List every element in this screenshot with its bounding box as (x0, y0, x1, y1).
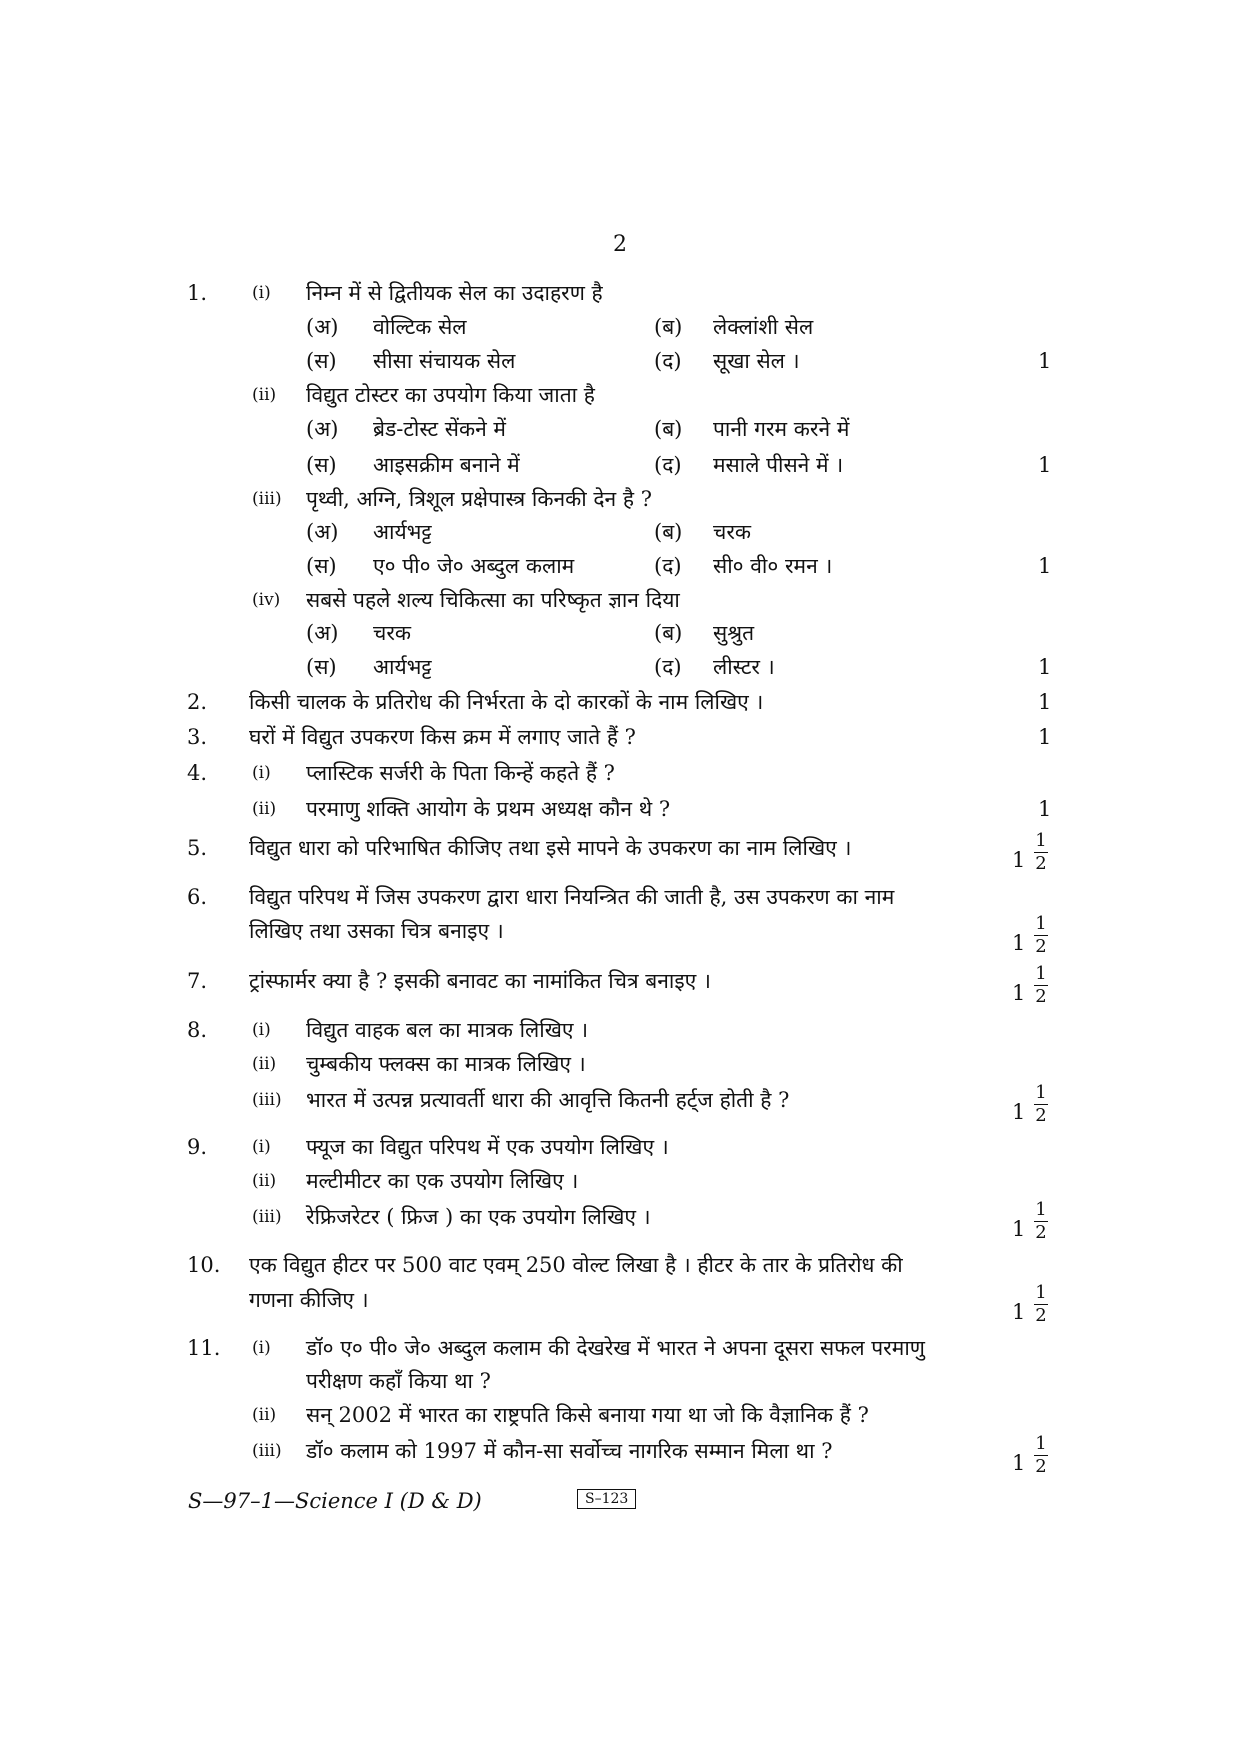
question-11-i-line-1 (0, 1331, 1240, 1365)
question-text: विद्युत परिपथ में जिस उपकरण द्वारा धारा नियन्त्रित की जाती है, उस उपकरण का नाम (249, 885, 895, 909)
sub-label: (iii) (252, 489, 282, 509)
q1-i-options-cd (0, 344, 1240, 378)
question-number: 8. (187, 1018, 208, 1042)
option-label: (द) (654, 453, 682, 477)
fraction-denominator: 2 (1035, 853, 1047, 874)
option-text: लीस्टर । (713, 655, 775, 679)
option-text: पानी गरम करने में (713, 417, 850, 441)
option-text: सीसा संचायक सेल (373, 349, 516, 373)
question-text: लिखिए तथा उसका चित्र बनाइए । (249, 919, 504, 943)
fraction-numerator: 1 (1035, 1433, 1047, 1454)
option-label: (स) (306, 453, 337, 477)
question-text: भारत में उत्पन्न प्रत्यावर्ती धारा की आवृत्ति कितनी हर्ट्ज होती है ? (306, 1088, 790, 1112)
q1-iii-options-cd (0, 549, 1240, 583)
question-text: डॉ० ए० पी० जे० अब्दुल कलाम की देखरेख में भारत ने अपना दूसरा सफल परमाणु (306, 1336, 925, 1360)
sub-label: (iii) (252, 1207, 282, 1227)
marks: 1 (1038, 349, 1052, 373)
sub-label: (ii) (252, 1405, 277, 1425)
q1-ii-stem (0, 378, 1240, 412)
question-text: चुम्बकीय फ्लक्स का मात्रक लिखिए । (306, 1052, 586, 1076)
question-text: एक विद्युत हीटर पर 500 वाट एवम् 250 वोल्ट लिखा है । हीटर के तार के प्रतिरोध की (249, 1253, 903, 1277)
fraction-denominator: 2 (1035, 1305, 1047, 1326)
question-number: 10. (187, 1253, 221, 1277)
question-6-line-1 (0, 880, 1240, 914)
question-number: 6. (187, 885, 208, 909)
option-label: (अ) (306, 417, 339, 441)
sub-label: (i) (252, 283, 271, 303)
question-number: 3. (187, 725, 208, 749)
question-text: किसी चालक के प्रतिरोध की निर्भरता के दो कारकों के नाम लिखिए । (249, 690, 764, 714)
paper-code-box: S–123 (577, 1489, 636, 1509)
footer-paper-code: S—97–1—Science I (D & D) (188, 1489, 482, 1513)
marks-whole: 1 (1012, 848, 1026, 872)
q1-iii-stem (0, 482, 1240, 516)
question-11-iii (0, 1433, 1240, 1477)
fraction-denominator: 2 (1035, 1456, 1047, 1477)
question-text: ट्रांस्फार्मर क्या है ? इसकी बनावट का नामांकित चित्र बनाइए । (249, 969, 711, 993)
option-text: आर्यभट्ट (373, 520, 432, 544)
sub-label: (ii) (252, 385, 277, 405)
question-text: डॉ० कलाम को 1997 में कौन-सा सर्वोच्च नागरिक सम्मान मिला था ? (306, 1439, 833, 1463)
marks: 1 (1038, 655, 1052, 679)
question-3 (0, 720, 1240, 754)
option-text: वोल्टिक सेल (373, 315, 467, 339)
question-11-i-line-2 (0, 1364, 1240, 1398)
question-text: सन् 2002 में भारत का राष्ट्रपति किसे बनाया गया था जो कि वैज्ञानिक हैं ? (306, 1403, 869, 1427)
fraction-numerator: 1 (1035, 1199, 1047, 1220)
fraction-denominator: 2 (1035, 1105, 1047, 1126)
option-text: आइसक्रीम बनाने में (373, 453, 520, 477)
question-text: घरों में विद्युत उपकरण किस क्रम में लगाए जाते हैं ? (249, 725, 636, 749)
question-number: 2. (187, 690, 208, 714)
question-text: रेफ्रिजरेटर ( फ्रिज ) का एक उपयोग लिखिए । (306, 1205, 651, 1229)
option-text: मसाले पीसने में । (713, 453, 844, 477)
question-text: परीक्षण कहाँ किया था ? (306, 1369, 491, 1393)
marks-whole: 1 (1012, 1100, 1026, 1124)
fraction-numerator: 1 (1035, 1282, 1047, 1303)
option-label: (स) (306, 655, 337, 679)
q1-ii-options-ab (0, 412, 1240, 446)
fraction-denominator: 2 (1035, 1222, 1047, 1243)
marks-whole: 1 (1012, 1300, 1026, 1324)
fraction-numerator: 1 (1035, 1082, 1047, 1103)
fraction-denominator: 2 (1035, 986, 1047, 1007)
marks: 1 (1038, 797, 1052, 821)
marks: 1 (1038, 725, 1052, 749)
option-label: (द) (654, 655, 682, 679)
option-text: चरक (373, 621, 412, 645)
option-label: (स) (306, 554, 337, 578)
marks: 1 (1038, 554, 1052, 578)
sub-label: (i) (252, 1338, 271, 1358)
question-9-iii (0, 1199, 1240, 1243)
option-label: (ब) (654, 520, 683, 544)
question-8-i (0, 1013, 1240, 1047)
question-4-i (0, 756, 1240, 790)
page-number: 2 (613, 232, 627, 257)
question-number: 11. (187, 1336, 221, 1360)
q1-iii-options-ab (0, 515, 1240, 549)
question-8-ii (0, 1047, 1240, 1081)
question-text: फ्यूज का विद्युत परिपथ में एक उपयोग लिखिए । (306, 1135, 669, 1159)
question-number: 7. (187, 969, 208, 993)
option-text: ब्रेड-टोस्ट सेंकने में (373, 417, 506, 441)
marks: 1 (1038, 453, 1052, 477)
sub-label: (i) (252, 1137, 271, 1157)
option-label: (द) (654, 554, 682, 578)
option-text: सुश्रुत (713, 621, 755, 645)
sub-label: (ii) (252, 1054, 277, 1074)
sub-label: (i) (252, 1020, 271, 1040)
question-9-i (0, 1130, 1240, 1164)
marks-whole: 1 (1012, 1217, 1026, 1241)
question-9-ii (0, 1164, 1240, 1198)
question-text: परमाणु शक्ति आयोग के प्रथम अध्यक्ष कौन थे ? (306, 797, 671, 821)
question-4-ii (0, 792, 1240, 826)
option-label: (ब) (654, 315, 683, 339)
q1-i-options-ab (0, 310, 1240, 344)
question-text: प्लास्टिक सर्जरी के पिता किन्हें कहते हैं ? (306, 761, 615, 785)
marks-whole: 1 (1012, 931, 1026, 955)
q1-iv-options-cd (0, 650, 1240, 684)
question-11-ii (0, 1398, 1240, 1432)
q1-iv-options-ab (0, 616, 1240, 650)
question-text: गणना कीजिए । (249, 1288, 369, 1312)
question-2 (0, 685, 1240, 719)
option-label: (स) (306, 349, 337, 373)
question-number: 1. (187, 281, 208, 305)
q1-iv-stem (0, 583, 1240, 617)
sub-label: (iii) (252, 1441, 282, 1461)
sub-label: (ii) (252, 1171, 277, 1191)
q1-i-stem (0, 276, 1240, 310)
question-8-iii (0, 1082, 1240, 1126)
option-text: सूखा सेल । (713, 349, 800, 373)
question-text: पृथ्वी, अग्नि, त्रिशूल प्रक्षेपास्त्र किनकी देन है ? (306, 487, 652, 511)
question-text: निम्न में से द्वितीयक सेल का उदाहरण है (306, 281, 603, 305)
option-label: (द) (654, 349, 682, 373)
option-label: (अ) (306, 315, 339, 339)
fraction-numerator: 1 (1035, 963, 1047, 984)
option-text: ए० पी० जे० अब्दुल कलाम (373, 554, 575, 578)
option-text: लेक्लांशी सेल (713, 315, 814, 339)
option-label: (अ) (306, 621, 339, 645)
marks-whole: 1 (1012, 981, 1026, 1005)
fraction-numerator: 1 (1035, 830, 1047, 851)
question-text: विद्युत वाहक बल का मात्रक लिखिए । (306, 1018, 589, 1042)
question-5 (0, 830, 1240, 874)
question-text: मल्टीमीटर का एक उपयोग लिखिए । (306, 1169, 579, 1193)
question-10-line-2 (0, 1282, 1240, 1326)
sub-label: (ii) (252, 799, 277, 819)
question-number: 9. (187, 1135, 208, 1159)
option-label: (अ) (306, 520, 339, 544)
question-7 (0, 963, 1240, 1007)
sub-label: (i) (252, 763, 271, 783)
question-text: सबसे पहले शल्य चिकित्सा का परिष्कृत ज्ञान दिया (306, 588, 680, 612)
sub-label: (iv) (252, 590, 281, 610)
question-10-line-1 (0, 1248, 1240, 1282)
option-text: चरक (713, 520, 752, 544)
fraction-numerator: 1 (1035, 913, 1047, 934)
question-number: 4. (187, 761, 208, 785)
fraction-denominator: 2 (1035, 936, 1047, 957)
option-text: सी० वी० रमन । (713, 554, 833, 578)
q1-ii-options-cd (0, 448, 1240, 482)
marks-whole: 1 (1012, 1451, 1026, 1475)
option-text: आर्यभट्ट (373, 655, 432, 679)
sub-label: (iii) (252, 1090, 282, 1110)
option-label: (ब) (654, 417, 683, 441)
question-6-line-2 (0, 913, 1240, 957)
question-number: 5. (187, 836, 208, 860)
marks: 1 (1038, 690, 1052, 714)
option-label: (ब) (654, 621, 683, 645)
question-text: विद्युत धारा को परिभाषित कीजिए तथा इसे मापने के उपकरण का नाम लिखिए । (249, 836, 852, 860)
question-text: विद्युत टोस्टर का उपयोग किया जाता है (306, 383, 595, 407)
